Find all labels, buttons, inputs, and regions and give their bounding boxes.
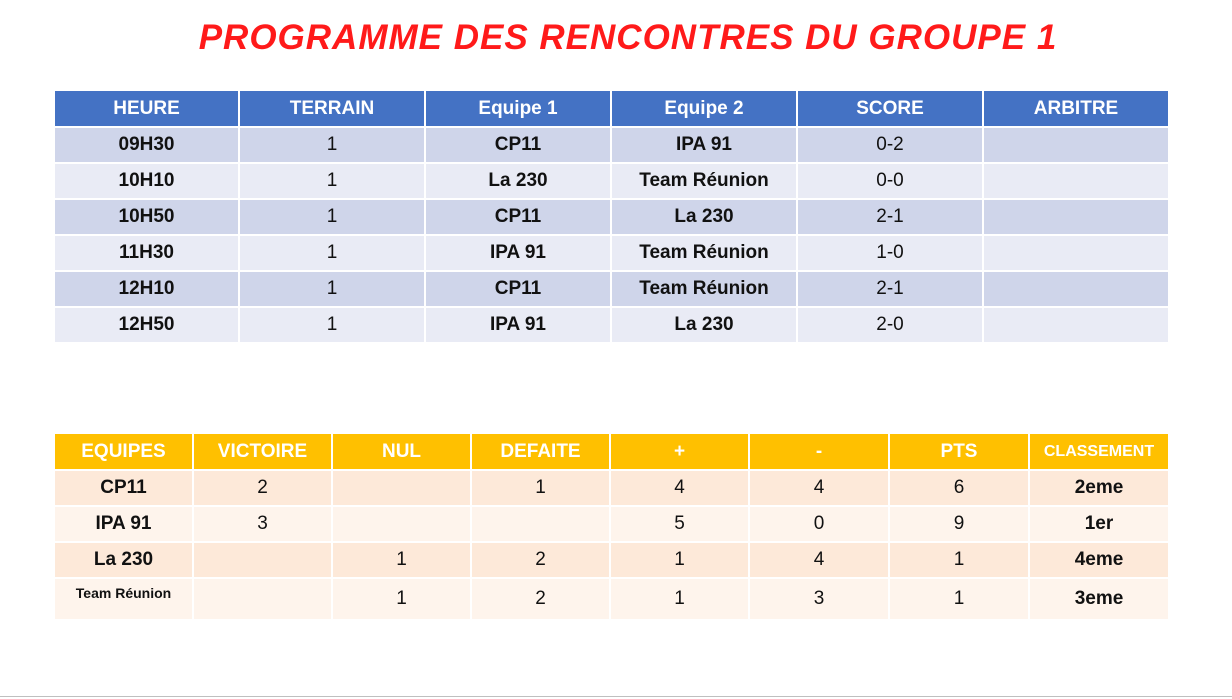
match-field: 1	[239, 127, 425, 163]
match-team-2: Team Réunion	[611, 235, 797, 271]
wins	[193, 542, 332, 578]
draws: 1	[332, 542, 471, 578]
points: 1	[889, 578, 1029, 620]
column-header-score: SCORE	[797, 90, 983, 127]
match-team-1: IPA 91	[425, 235, 611, 271]
team-name: La 230	[54, 542, 193, 578]
goals-against: 4	[749, 470, 889, 506]
match-team-1: CP11	[425, 271, 611, 307]
match-team-1: CP11	[425, 199, 611, 235]
table-row	[54, 506, 1169, 542]
goals-for: 4	[610, 470, 749, 506]
goals-against: 0	[749, 506, 889, 542]
table-row	[54, 542, 1169, 578]
column-header-pts: PTS	[889, 433, 1029, 470]
match-time: 10H50	[54, 199, 239, 235]
table-row	[54, 127, 1169, 163]
column-header-equipes: EQUIPES	[54, 433, 193, 470]
losses: 2	[471, 542, 610, 578]
match-team-2: Team Réunion	[611, 163, 797, 199]
wins: 2	[193, 470, 332, 506]
page-title: PROGRAMME DES RENCONTRES DU GROUPE 1	[198, 18, 1058, 57]
table-row	[54, 199, 1169, 235]
ranking: 1er	[1029, 506, 1169, 542]
match-referee	[983, 163, 1169, 199]
match-field: 1	[239, 271, 425, 307]
match-team-1: CP11	[425, 127, 611, 163]
losses	[471, 506, 610, 542]
match-score: 2-1	[797, 199, 983, 235]
match-time: 09H30	[54, 127, 239, 163]
column-header-goals-for: +	[610, 433, 749, 470]
match-referee	[983, 271, 1169, 307]
match-time: 12H10	[54, 271, 239, 307]
standings-table	[53, 432, 1170, 621]
goals-against: 4	[749, 542, 889, 578]
match-score: 1-0	[797, 235, 983, 271]
standings-header-row	[54, 433, 1169, 470]
match-time: 10H10	[54, 163, 239, 199]
table-row	[54, 470, 1169, 506]
goals-for: 1	[610, 542, 749, 578]
losses: 1	[471, 470, 610, 506]
points: 6	[889, 470, 1029, 506]
losses: 2	[471, 578, 610, 620]
match-referee	[983, 307, 1169, 343]
column-header-heure: HEURE	[54, 90, 239, 127]
match-referee	[983, 127, 1169, 163]
match-field: 1	[239, 307, 425, 343]
match-header-row	[54, 90, 1169, 127]
table-row	[54, 307, 1169, 343]
column-header-terrain: TERRAIN	[239, 90, 425, 127]
match-team-2: La 230	[611, 307, 797, 343]
column-header-nul: NUL	[332, 433, 471, 470]
match-team-2: IPA 91	[611, 127, 797, 163]
points: 9	[889, 506, 1029, 542]
match-field: 1	[239, 235, 425, 271]
column-header-goals-against: -	[749, 433, 889, 470]
wins	[193, 578, 332, 620]
table-row	[54, 578, 1169, 620]
draws	[332, 506, 471, 542]
ranking: 3eme	[1029, 578, 1169, 620]
team-name: IPA 91	[54, 506, 193, 542]
column-header-classement: CLASSEMENT	[1029, 433, 1169, 470]
match-referee	[983, 199, 1169, 235]
team-name: CP11	[54, 470, 193, 506]
match-field: 1	[239, 163, 425, 199]
match-score: 0-0	[797, 163, 983, 199]
draws	[332, 470, 471, 506]
wins: 3	[193, 506, 332, 542]
match-team-2: Team Réunion	[611, 271, 797, 307]
column-header-equipe-1: Equipe 1	[425, 90, 611, 127]
points: 1	[889, 542, 1029, 578]
match-score: 2-0	[797, 307, 983, 343]
goals-for: 1	[610, 578, 749, 620]
ranking: 2eme	[1029, 470, 1169, 506]
team-name: Team Réunion	[54, 578, 193, 620]
match-schedule-table	[53, 89, 1170, 344]
match-team-2: La 230	[611, 199, 797, 235]
goals-against: 3	[749, 578, 889, 620]
slide-bottom-divider	[0, 696, 1232, 697]
draws: 1	[332, 578, 471, 620]
match-time: 12H50	[54, 307, 239, 343]
goals-for: 5	[610, 506, 749, 542]
column-header-defaite: DEFAITE	[471, 433, 610, 470]
match-team-1: La 230	[425, 163, 611, 199]
table-row	[54, 271, 1169, 307]
match-referee	[983, 235, 1169, 271]
column-header-victoire: VICTOIRE	[193, 433, 332, 470]
column-header-arbitre: ARBITRE	[983, 90, 1169, 127]
match-score: 0-2	[797, 127, 983, 163]
match-time: 11H30	[54, 235, 239, 271]
match-score: 2-1	[797, 271, 983, 307]
table-row	[54, 235, 1169, 271]
ranking: 4eme	[1029, 542, 1169, 578]
match-field: 1	[239, 199, 425, 235]
match-team-1: IPA 91	[425, 307, 611, 343]
table-row	[54, 163, 1169, 199]
column-header-equipe-2: Equipe 2	[611, 90, 797, 127]
